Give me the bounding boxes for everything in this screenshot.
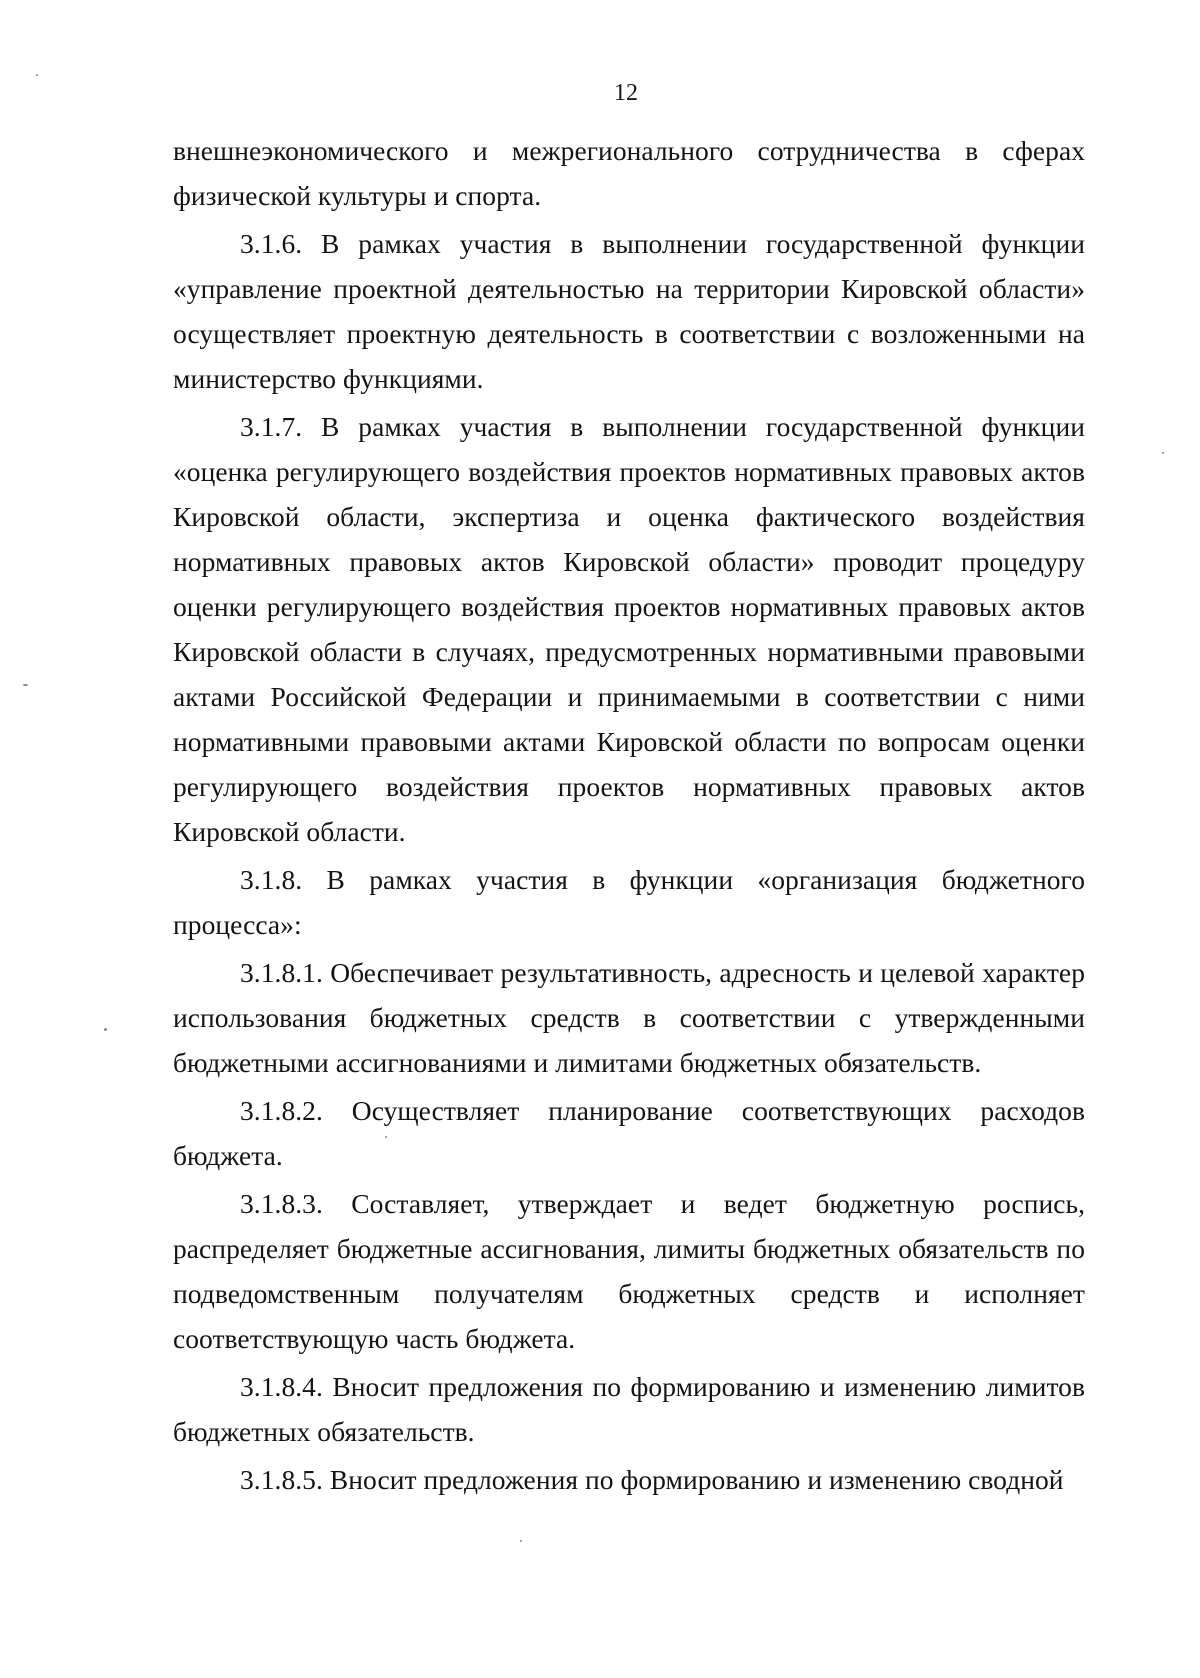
document-body [173,128,1085,1505]
scan-speck [23,684,28,686]
paragraph-3-1-8-1: 3.1.8.1. Обеспечивает результативность, адресность и целевой характер использования бюджетных средств в соответствии с утвержденными бюджетными ассигнованиями и лимитами бюджетных обязательств. [173,957,1085,1078]
page-number: 12 [614,80,638,106]
paragraph-3-1-8-2: 3.1.8.2. Осуществляет планирование соответствующих расходов бюджета. [173,1095,1085,1171]
paragraph-3-1-7: 3.1.7. В рамках участия в выполнении государственной функции «оценка регулирующего воздействия проектов нормативных правовых актов Кировской области, экспертиза и оценка фактического воздействия нормативных правовых актов Кировской области» проводит процедуру оценки регулирующего воздействия проектов нормативных правовых актов Кировской области в случаях, предусмотренных нормативными правовыми актами Российской Федерации и принимаемыми в соответствии с ними нормативными правовыми актами Кировской области по вопросам оценки регулирующего воздействия проектов нормативных правовых актов Кировской области. [173,411,1085,847]
scan-speck [36,74,38,76]
paragraph-3-1-8-4: 3.1.8.4. Вносит предложения по формированию и изменению лимитов бюджетных обязательств. [173,1371,1085,1447]
paragraph-3-1-8-3: 3.1.8.3. Составляет, утверждает и ведет бюджетную роспись, распределяет бюджетные ассигнования, лимиты бюджетных обязательств по подведомственным получателям бюджетных средств и исполняет соответствующую часть бюджета. [173,1188,1085,1354]
paragraph-3-1-8: 3.1.8. В рамках участия в функции «организация бюджетного процесса»: [173,864,1085,940]
paragraph-3-1-8-5: 3.1.8.5. Вносит предложения по формированию и изменению сводной [240,1464,1064,1495]
scan-speck [385,1136,387,1138]
scan-speck [1162,452,1164,454]
paragraph-3-1-6: 3.1.6. В рамках участия в выполнении государственной функции «управление проектной деятельностью на территории Кировской области» осуществляет проектную деятельность в соответствии с возложенными на министерство функциями. [173,228,1085,394]
scan-speck [104,1028,107,1031]
scan-speck [520,1540,522,1542]
paragraph-continuation: внешнеэкономического и межрегионального сотрудничества в сферах физической культуры и спорта. [173,135,1085,211]
